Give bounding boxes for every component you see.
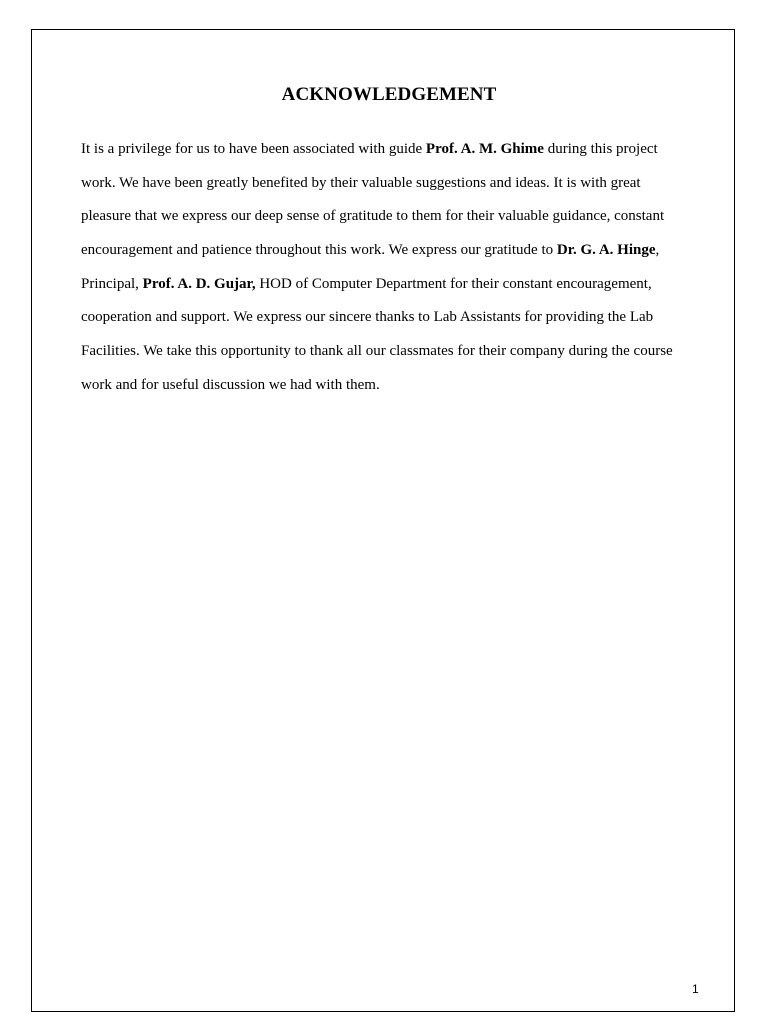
paragraph-line <box>81 306 701 340</box>
paragraph-text: Facilities. We take this opportunity to thank all our classmates for their company during the course <box>81 343 673 360</box>
paragraph-line <box>81 172 701 206</box>
paragraph-text: pleasure that we express our deep sense of gratitude to them for their valuable guidance, constant <box>81 208 665 225</box>
paragraph-text: It is a privilege for us to have been associated with guide <box>81 141 426 157</box>
paragraph-line <box>81 273 701 307</box>
acknowledgement-paragraph <box>81 138 701 408</box>
paragraph-text: HOD of Computer Department for their constant encouragement, <box>255 275 652 292</box>
paragraph-text: during this project <box>543 141 658 157</box>
paragraph-line <box>81 205 701 239</box>
page-number: 1 <box>692 982 699 996</box>
bold-name-text: Prof. A. M. Ghime <box>425 141 544 157</box>
bold-name-text: Dr. G. A. Hinge <box>556 242 656 259</box>
bold-name-text: Prof. A. D. Gujar, <box>142 275 256 292</box>
paragraph-text: cooperation and support. We express our sincere thanks to Lab Assistants for providing the Lab <box>81 309 654 326</box>
paragraph-line <box>81 374 701 408</box>
paragraph-text: Principal, <box>81 275 143 292</box>
paragraph-text: , <box>655 242 660 259</box>
paragraph-line <box>81 138 701 172</box>
paragraph-line <box>81 239 701 273</box>
paragraph-line <box>81 340 701 374</box>
paragraph-text: work and for useful discussion we had with them. <box>81 376 380 393</box>
paragraph-text: work. We have been greatly benefited by their valuable suggestions and ideas. It is with great <box>81 174 641 191</box>
paragraph-text: encouragement and patience throughout this work. We express our gratitude to <box>81 242 557 259</box>
page-title: ACKNOWLEDGEMENT <box>281 84 497 105</box>
